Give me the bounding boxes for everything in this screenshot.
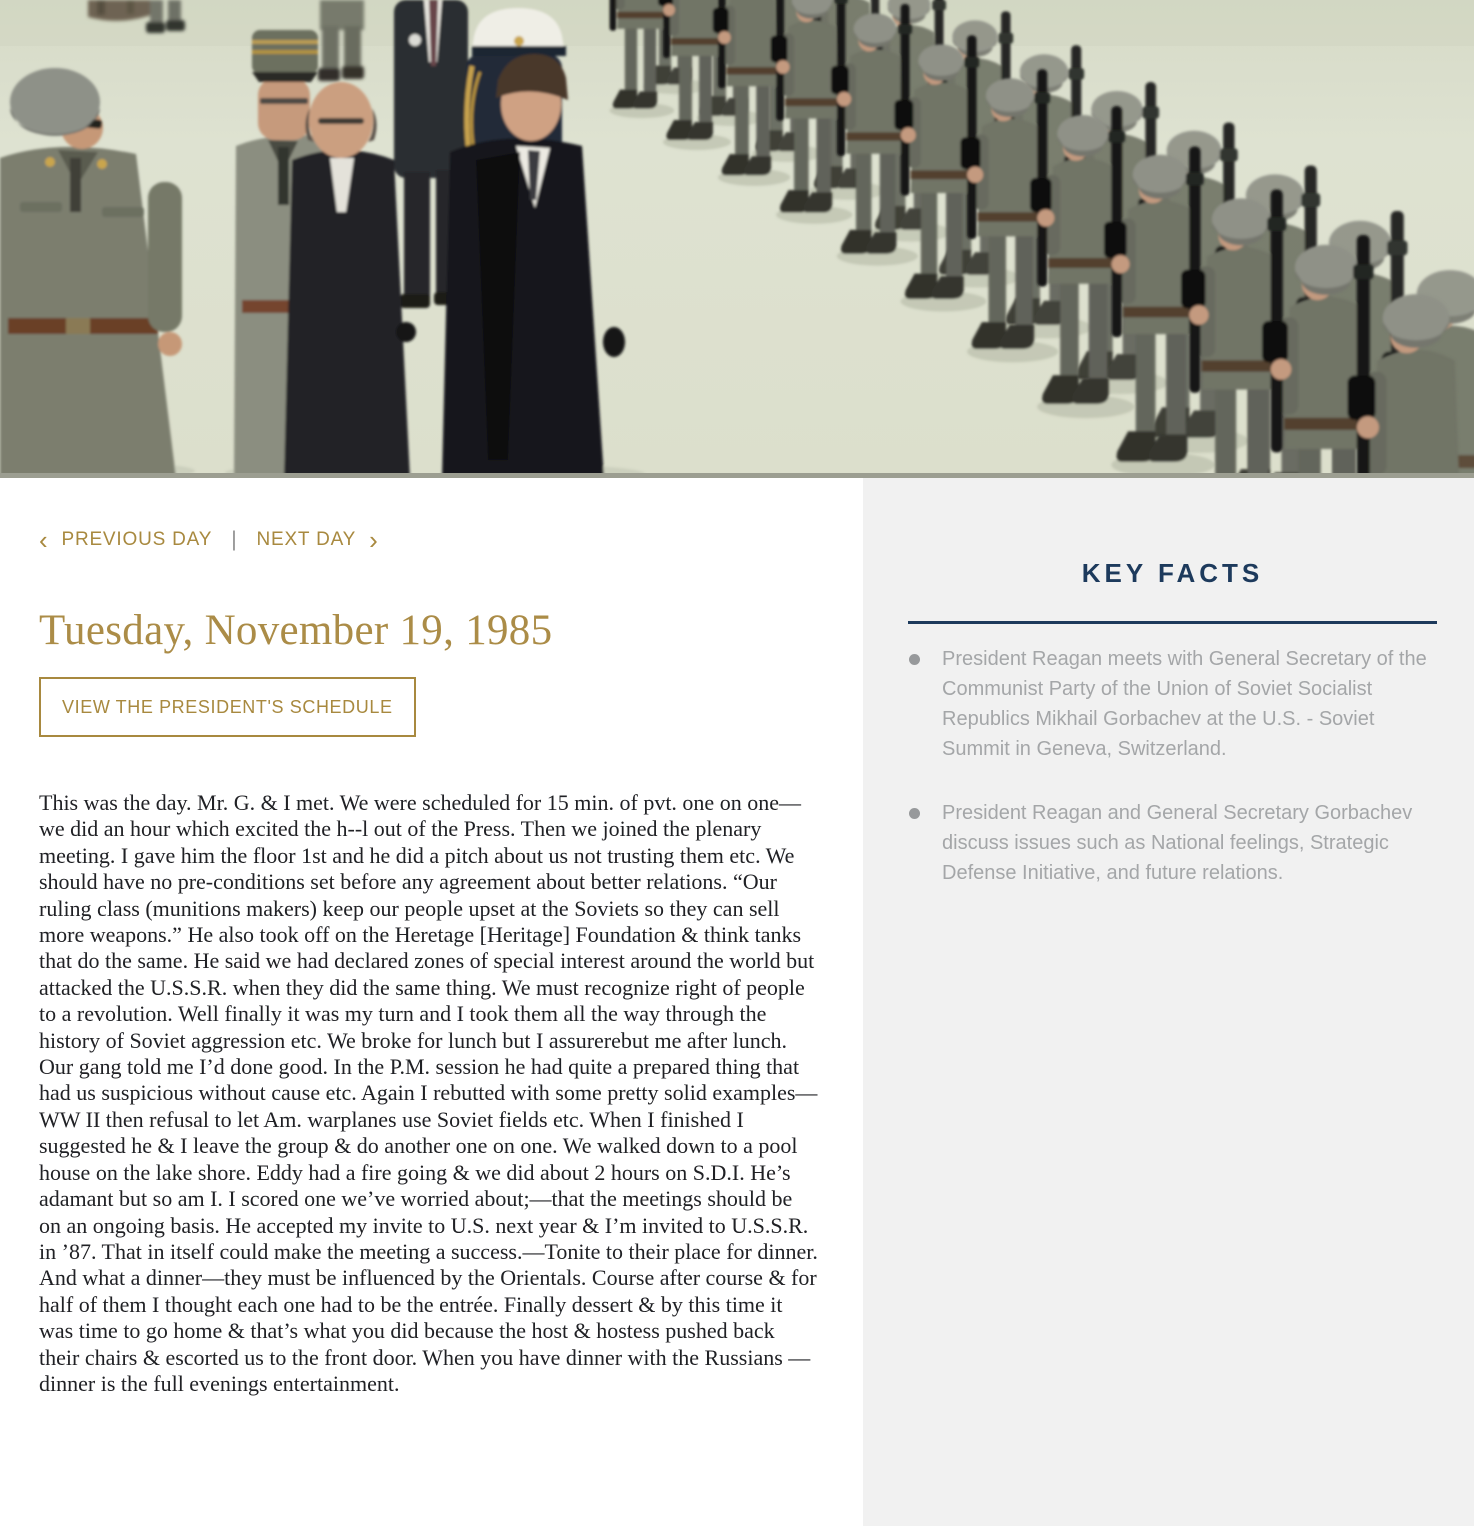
- key-fact-item: [908, 644, 1437, 764]
- day-navigation: [39, 525, 823, 555]
- chevron-right-icon: ›: [369, 525, 379, 555]
- previous-day-link[interactable]: [39, 525, 213, 555]
- bullet-icon: [909, 654, 920, 665]
- next-day-label: NEXT DAY: [256, 529, 357, 550]
- bullet-icon: [909, 808, 920, 819]
- previous-day-label: PREVIOUS DAY: [61, 529, 213, 550]
- hero-image: [0, 0, 1474, 478]
- diary-entry-text: This was the day. Mr. G. & I met. We were scheduled for 15 min. of pvt. one on one—we did an hour which excited the h--l out of the Press. Then we joined the plenary meeting. I gave him the floor 1st and he did a pitch about us not trusting them etc. We should have no pre-conditions set before any agreement about better relations. “Our ruling class (munitions makers) keep our people upset at the Soviets so they can sell more weapons.” He also took off on the Heretage [Heritage] Foundation & think tanks that do the same. He said we had declared zones of special interest around the world but attacked the U.S.S.R. when they did the same thing. We must recognize right of people to a revolution. Well finally it was my turn and I took them all the way through the history of Soviet aggression etc. We broke for lunch but I assurerebut me after lunch. Our gang told me I’d done good. In the P.M. session he had quite a prepared thing that had us suspicious without cause etc. Again I rebutted with some pretty solid examples—WW II then refusal to let Am. warplanes use Soviet fields etc. When I finished I suggested he & I leave the group & do another one on one. We walked down to a pool house on the lake shore. Eddy had a fire going & we did about 2 hours on S.D.I. He’s adamant but so am I. I scored one we’ve worried about;—that the meetings should be on an ongoing basis. He accepted my invite to U.S. next year & I’m invited to U.S.S.R. in ’87. That in itself could make the meeting a success.—Tonite to their place for dinner. And what a dinner—they must be influenced by the Orientals. Course after course & for half of them I thought each one had to be the entrée. Finally dessert & by this time it was time to go home & that’s what you did because the host & hostess pushed back their chairs & escorted us to the front door. When you have dinner with the Russians —dinner is the full evenings entertainment.: [39, 790, 818, 1396]
- next-day-link[interactable]: [256, 525, 379, 555]
- chevron-left-icon: ‹: [39, 525, 49, 555]
- reagan-reviewing-honor-guard-photo: [0, 0, 1474, 478]
- content-area: [0, 478, 1474, 1526]
- key-fact-text: President Reagan meets with General Secretary of the Communist Party of the Union of Soviet Socialist Republics Mikhail Gorbachev at the U.S. - Soviet Summit in Geneva, Switzerland.: [942, 648, 1427, 760]
- key-facts-divider: [908, 621, 1437, 624]
- key-facts-heading: KEY FACTS: [1081, 558, 1264, 588]
- key-fact-item: [908, 798, 1437, 888]
- page-title: Tuesday, November 19, 1985: [39, 607, 553, 654]
- key-fact-text: President Reagan and General Secretary Gorbachev discuss issues such as National feelings, Strategic Defense Initiative, and future relations.: [942, 802, 1413, 884]
- nav-separator: |: [231, 528, 238, 551]
- diary-main-column: [0, 478, 863, 1526]
- key-facts-sidebar: [863, 478, 1474, 1526]
- view-schedule-button[interactable]: VIEW THE PRESIDENT'S SCHEDULE: [39, 677, 416, 737]
- key-facts-list: [908, 644, 1437, 888]
